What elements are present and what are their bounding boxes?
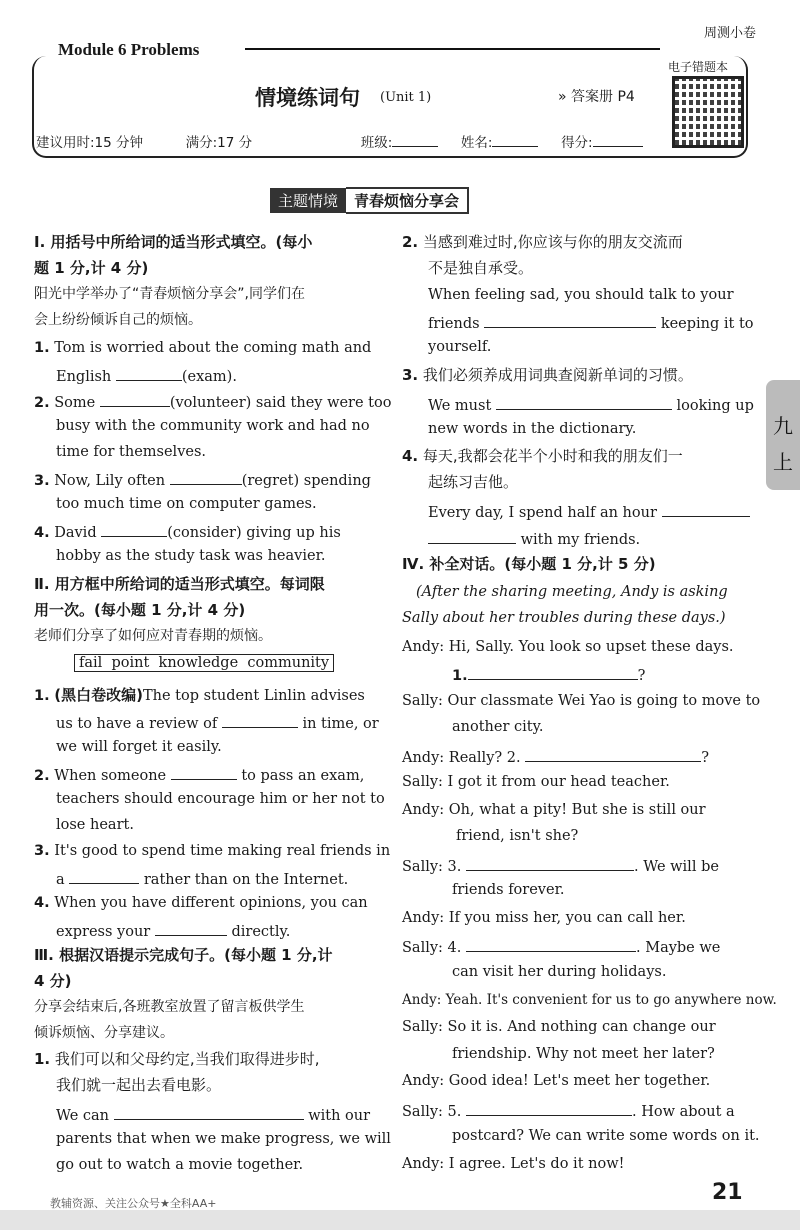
s1-q4-blank[interactable] bbox=[101, 520, 167, 537]
s1-q2: 2. Some (volunteer) said they were too bbox=[34, 390, 391, 413]
dialog-line: Sally: I got it from our head teacher. bbox=[402, 774, 670, 790]
s3-q1-en: We can with our bbox=[56, 1103, 370, 1126]
s3-q4-zh: 4. 每天,我都会花半个小时和我的朋友们一 bbox=[402, 447, 683, 465]
page-number: 21 bbox=[712, 1180, 743, 1205]
s3-q1-zh: 1. 我们可以和父母约定,当我们取得进步时, bbox=[34, 1050, 320, 1068]
section3-intro-cont: 倾诉烦恼、分享建议。 bbox=[34, 1025, 174, 1041]
dialog-line: Andy: Yeah. It's convenient for us to go anywhere now. bbox=[402, 992, 777, 1008]
s1-q1: 1. Tom is worried about the coming math and bbox=[34, 340, 372, 356]
s1-q4: 4. David (consider) giving up his bbox=[34, 520, 341, 543]
suggested-time: 建议用时:15 分钟 bbox=[36, 135, 144, 151]
s3-q4-blank2[interactable] bbox=[428, 527, 516, 544]
footer-bar bbox=[0, 1210, 800, 1230]
dialog-line: friend, isn't she? bbox=[456, 828, 579, 844]
section4-heading: Ⅳ. 补全对话。(每小题 1 分,计 5 分) bbox=[402, 555, 656, 573]
s2-q4: 4. When you have different opinions, you can bbox=[34, 895, 368, 911]
s3-q3-en-cont: new words in the dictionary. bbox=[428, 421, 637, 437]
answer-reference bbox=[558, 86, 635, 106]
dialog-line: Sally: So it is. And nothing can change our bbox=[402, 1019, 716, 1035]
s3-q2-en-cont: friends keeping it to bbox=[428, 311, 754, 334]
name-field[interactable] bbox=[492, 130, 538, 147]
dialog-line: Andy: Hi, Sally. You look so upset these days. bbox=[402, 639, 734, 655]
s1-q4-cont: hobby as the study task was heavier. bbox=[56, 548, 326, 564]
s3-q2-zh-cont: 不是独自承受。 bbox=[428, 259, 534, 277]
dialog-line: can visit her during holidays. bbox=[452, 964, 667, 980]
s1-q2-blank[interactable] bbox=[100, 390, 170, 407]
s4-q4-blank[interactable] bbox=[466, 935, 636, 952]
dialog-line: Andy: I agree. Let's do it now! bbox=[402, 1156, 625, 1172]
dialog-line: Andy: If you miss her, you can call her. bbox=[402, 910, 686, 926]
section2-heading-cont: 用一次。(每小题 1 分,计 4 分) bbox=[34, 601, 246, 619]
s2-q1-cont2: we will forget it easily. bbox=[56, 739, 222, 755]
s1-q3-blank[interactable] bbox=[170, 468, 242, 485]
weekly-quiz-label: 周测小卷 bbox=[703, 26, 756, 41]
s2-q2-blank[interactable] bbox=[171, 763, 237, 780]
section1-heading: Ⅰ. 用括号中所给词的适当形式填空。(每小 bbox=[34, 233, 313, 251]
s2-q3: 3. It's good to spend time making real friends in bbox=[34, 843, 391, 859]
s4-q1-blank[interactable] bbox=[468, 663, 638, 680]
dialog-line: friendship. Why not meet her later? bbox=[452, 1046, 715, 1062]
s4-q3-blank[interactable] bbox=[466, 854, 634, 871]
dialog-line: Sally: 4. . Maybe we bbox=[402, 935, 720, 958]
theme-name: 青春烦恼分享会 bbox=[346, 187, 469, 214]
answer-ref-text: 答案册 P4 bbox=[571, 89, 635, 105]
dialog-line: Sally: Our classmate Wei Yao is going to move to bbox=[402, 693, 761, 709]
s4-q5-blank[interactable] bbox=[466, 1099, 632, 1116]
score-label: 得分: bbox=[561, 135, 593, 151]
s1-q1-cont: English (exam). bbox=[56, 364, 237, 387]
dialog-line: Andy: Really? 2. ? bbox=[402, 745, 709, 768]
s3-q4-en-cont: with my friends. bbox=[428, 527, 640, 550]
dialog-blank-1: 1. ? bbox=[452, 663, 645, 686]
s3-q1-zh-cont: 我们就一起出去看电影。 bbox=[56, 1076, 222, 1094]
dialog-line: Andy: Oh, what a pity! But she is still our bbox=[402, 802, 706, 818]
s1-q3: 3. Now, Lily often (regret) spending bbox=[34, 468, 371, 491]
side-tab-line2: 上 bbox=[773, 450, 793, 474]
theme-banner bbox=[270, 187, 469, 211]
s3-q2-blank[interactable] bbox=[484, 311, 656, 328]
qr-code-icon[interactable] bbox=[672, 76, 744, 148]
score-field[interactable] bbox=[593, 130, 643, 147]
s3-q2-en-cont2: yourself. bbox=[428, 339, 492, 355]
s3-q1-en-cont2: go out to watch a movie together. bbox=[56, 1157, 304, 1173]
section3-heading: Ⅲ. 根据汉语提示完成句子。(每小题 1 分,计 bbox=[34, 946, 333, 964]
section3-intro: 分享会结束后,各班教室放置了留言板供学生 bbox=[34, 999, 305, 1015]
s1-q2-cont2: time for themselves. bbox=[56, 444, 207, 460]
dialog-line: postcard? We can write some words on it. bbox=[452, 1128, 760, 1144]
s4-q2-blank[interactable] bbox=[525, 745, 701, 762]
s1-q3-cont: too much time on computer games. bbox=[56, 496, 317, 512]
section3-heading-cont: 4 分) bbox=[34, 972, 72, 990]
s1-q1-blank[interactable] bbox=[116, 364, 182, 381]
class-label: 班级: bbox=[360, 135, 393, 151]
s3-q3-zh: 3. 我们必须养成用词典查阅新单词的习惯。 bbox=[402, 366, 693, 384]
s3-q3-blank[interactable] bbox=[496, 393, 672, 410]
s3-q4-zh-cont: 起练习吉他。 bbox=[428, 473, 519, 491]
name-label: 姓名: bbox=[460, 135, 493, 151]
dialog-line: Sally: 3. . We will be bbox=[402, 854, 719, 877]
s3-q1-en-cont: parents that when we make progress, we will bbox=[56, 1131, 391, 1147]
full-score: 满分:17 分 bbox=[185, 135, 253, 151]
s2-q2: 2. When someone to pass an exam, bbox=[34, 763, 364, 786]
s3-q2-zh: 2. 当感到难过时,你应该与你的朋友交流而 bbox=[402, 233, 683, 251]
s2-q3-cont: a rather than on the Internet. bbox=[56, 867, 348, 890]
side-tab-line1: 九 bbox=[773, 414, 793, 438]
unit-label: (Unit 1) bbox=[380, 90, 432, 105]
section1-intro-cont: 会上纷纷倾诉自己的烦恼。 bbox=[34, 312, 202, 328]
s3-q2-en: When feeling sad, you should talk to your bbox=[428, 287, 734, 303]
s3-q4-blank1[interactable] bbox=[662, 500, 750, 517]
section2-intro: 老师们分享了如何应对青春期的烦恼。 bbox=[34, 628, 272, 644]
header-rule bbox=[245, 48, 660, 50]
dialog-line: Sally: 5. . How about a bbox=[402, 1099, 735, 1122]
page-title: 情境练词句 bbox=[255, 86, 360, 110]
error-book-label: 电子错题本 bbox=[668, 60, 729, 74]
theme-tag: 主题情境 bbox=[270, 188, 346, 213]
section4-context: (After the sharing meeting, Andy is asking bbox=[416, 584, 728, 600]
s2-q2-cont: teachers should encourage him or her not to bbox=[56, 791, 385, 807]
double-chevron-icon: » bbox=[558, 89, 567, 105]
grade-side-tab bbox=[766, 380, 800, 490]
dialog-line: friends forever. bbox=[452, 882, 565, 898]
s3-q3-en: We must looking up bbox=[428, 393, 754, 416]
section1-intro: 阳光中学举办了“青春烦恼分享会”,同学们在 bbox=[34, 286, 305, 302]
s2-q1-cont: us to have a review of in time, or bbox=[56, 711, 379, 734]
class-field[interactable] bbox=[392, 130, 438, 147]
s1-q2-cont: busy with the community work and had no bbox=[56, 418, 370, 434]
s2-q1-blank[interactable] bbox=[222, 711, 298, 728]
word-box: fail point knowledge community bbox=[74, 653, 334, 673]
dialog-line: another city. bbox=[452, 719, 544, 735]
s2-q1: 1. (黑白卷改编)The top student Linlin advises bbox=[34, 686, 365, 704]
meta-row bbox=[36, 130, 643, 151]
s2-q3-blank[interactable] bbox=[69, 867, 139, 884]
dialog-line: Andy: Good idea! Let's meet her together. bbox=[402, 1073, 711, 1089]
s2-q4-cont: express your directly. bbox=[56, 919, 290, 942]
section2-heading: Ⅱ. 用方框中所给词的适当形式填空。每词限 bbox=[34, 575, 325, 593]
footer-note: 教辅资源、关注公众号★全科AA+ bbox=[50, 1197, 217, 1210]
module-title: Module 6 Problems bbox=[58, 40, 200, 59]
s3-q1-blank[interactable] bbox=[114, 1103, 304, 1120]
section4-context-cont: Sally about her troubles during these days.) bbox=[402, 610, 726, 626]
s2-q4-blank[interactable] bbox=[155, 919, 227, 936]
section1-heading-cont: 题 1 分,计 4 分) bbox=[34, 259, 149, 277]
s3-q4-en: Every day, I spend half an hour bbox=[428, 500, 750, 523]
s2-q2-cont2: lose heart. bbox=[56, 817, 134, 833]
